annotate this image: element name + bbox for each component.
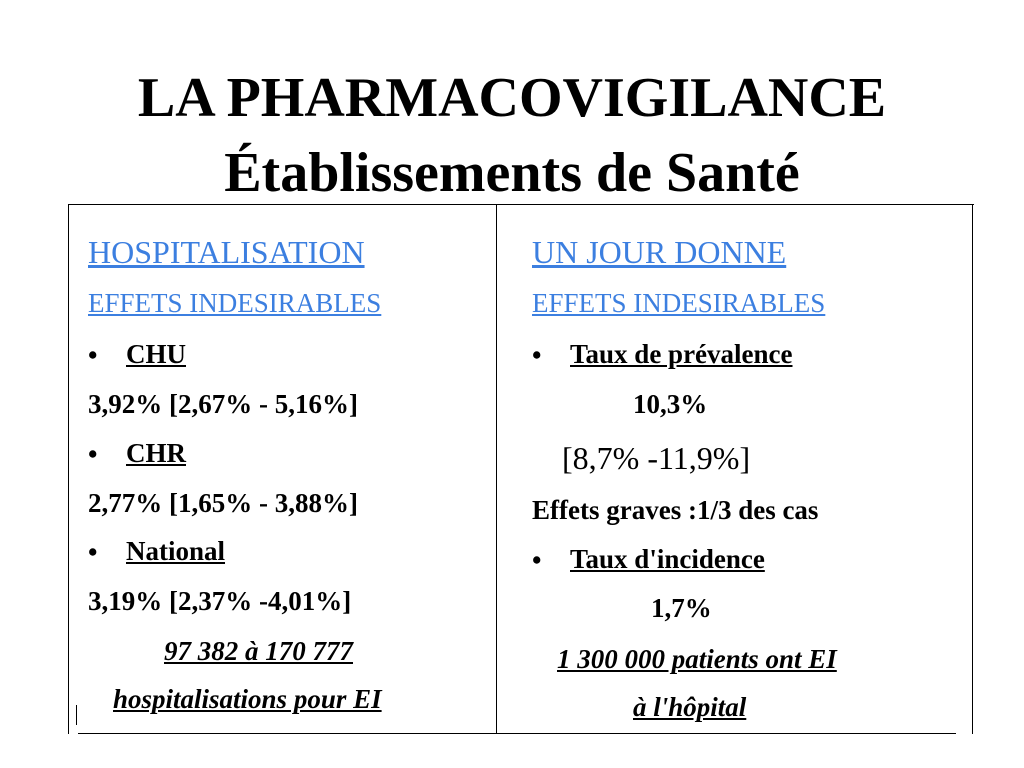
bullet-chr: • — [88, 439, 98, 469]
table-bottom-border — [78, 733, 956, 734]
bullet-chu: • — [88, 340, 98, 370]
right-subheading: EFFETS INDESIRABLES — [532, 288, 826, 318]
prevalence-range: [8,7% -11,9%] — [562, 440, 751, 476]
right-heading: UN JOUR DONNE — [532, 234, 787, 270]
bullet-incidence: • — [532, 545, 542, 575]
bullet-national: • — [88, 537, 98, 567]
left-footer-line2: hospitalisations pour EI — [113, 684, 382, 714]
chu-label: CHU — [126, 339, 186, 369]
incidence-label: Taux d'incidence — [570, 544, 765, 574]
chu-value: 3,92% [2,67% - 5,16%] — [88, 389, 358, 419]
table-column-divider — [496, 204, 497, 734]
bullet-prevalence: • — [532, 340, 542, 370]
page-subtitle: Établissements de Santé — [224, 142, 800, 204]
table-top-border — [68, 204, 974, 205]
national-value: 3,19% [2,37% -4,01%] — [88, 586, 352, 616]
chr-label: CHR — [126, 438, 186, 468]
prevalence-label: Taux de prévalence — [570, 339, 793, 369]
table-right-border — [972, 204, 973, 734]
national-label: National — [126, 536, 226, 566]
page-title: LA PHARMACOVIGILANCE — [137, 67, 887, 129]
severe-effects: Effets graves :1/3 des cas — [532, 495, 819, 525]
table-tick-left — [76, 705, 77, 725]
prevalence-value: 10,3% — [633, 389, 708, 419]
left-footer-line1: 97 382 à 170 777 — [164, 636, 353, 666]
right-footer-line2: à l'hôpital — [633, 692, 747, 722]
right-footer-line1: 1 300 000 patients ont EI — [557, 644, 837, 674]
incidence-value: 1,7% — [651, 593, 712, 623]
left-subheading: EFFETS INDESIRABLES — [88, 288, 382, 318]
table-left-border — [68, 204, 69, 734]
left-heading: HOSPITALISATION — [88, 234, 365, 270]
chr-value: 2,77% [1,65% - 3,88%] — [88, 488, 358, 518]
